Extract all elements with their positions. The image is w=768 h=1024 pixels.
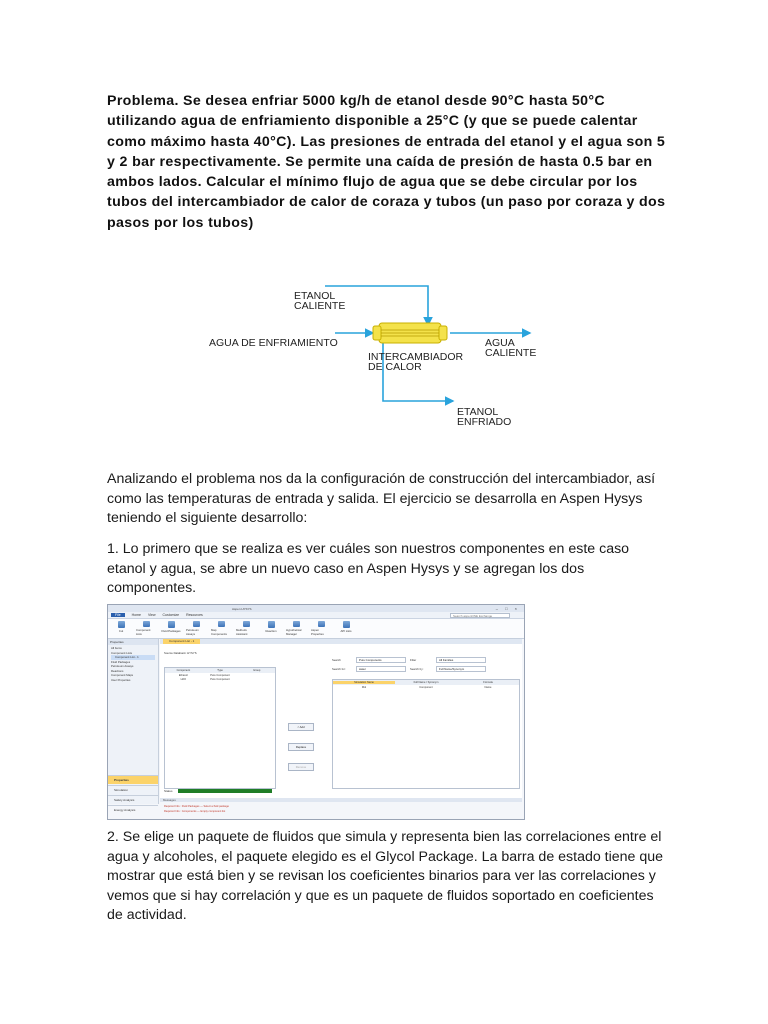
menu-resources[interactable]: Resources	[186, 613, 203, 617]
window-title: Aspen HYSYS	[232, 606, 252, 611]
window-titlebar	[108, 605, 524, 612]
grid-header: Component Type Group	[165, 668, 275, 673]
filter-select[interactable]: All Families	[436, 657, 486, 663]
menu-customize[interactable]: Customize	[162, 613, 180, 617]
search-for-input[interactable]: water	[356, 666, 406, 672]
tree-item-user-properties[interactable]: User Properties	[111, 677, 131, 682]
menu-home[interactable]: Home	[131, 613, 141, 617]
tree-item-component-list-1[interactable]: Component List - 1	[111, 655, 155, 660]
message-item: Required Info : Fluid Packages — Select a fluid package	[164, 805, 229, 808]
remove-component-button[interactable]: Remove	[288, 763, 314, 771]
nav-tree	[108, 645, 158, 683]
fluid-package-icon	[168, 621, 175, 628]
paragraph-step-2: 2. Se elige un paquete de fluidos que simula y representa bien las correlaciones entre el agua y alcoholes, el paquete elegido es el Glycol Package. La barra de estado tiene que mostrar que está bien y se revisan los coeficientes binarios para ver las correlaciones y vemos que si hay correlación y que es un paquete de fluidos soportado en coeficientes de actividad.	[107, 829, 664, 924]
status-area	[108, 789, 524, 819]
ribbon-reaction[interactable]: Reaction	[261, 621, 281, 636]
paragraph-step-1: 1. Lo primero que se realiza es ver cuáles son nuestros componentes en este caso etanol y agua, se abre un nuevo caso en Aspen Hysys y se agregan los dos componentes.	[107, 541, 630, 597]
ribbon	[108, 619, 524, 639]
paragraph-analysis: Analizando el problema nos da la configuración de construcción del intercambiador, así como las temperaturas de entrada y salida. El ejercicio se desarrolla en Aspen Hysys teniendo el siguiente desarrollo:	[107, 471, 656, 527]
ribbon-fluid-packages[interactable]: Fluid Packages	[161, 621, 181, 636]
status-bar	[178, 789, 272, 793]
tree-item-reactions[interactable]: Reactions	[111, 668, 124, 673]
exchange-search-input[interactable]: Search aspenONE Exchange	[450, 613, 510, 618]
api-icon	[343, 621, 350, 628]
heat-exchanger-diagram	[195, 270, 555, 440]
map-icon	[218, 621, 225, 627]
ribbon-hypothetical-manager[interactable]: Hypothetical Manager	[286, 621, 306, 636]
label-etanol-caliente-1: ETANOL	[294, 290, 336, 302]
search-type-select[interactable]: Pure Components	[356, 657, 406, 663]
label-agua-caliente-2: CALIENTE	[485, 347, 537, 359]
reaction-icon	[268, 621, 275, 628]
ribbon-methods-assistant[interactable]: Methods Assistant	[236, 621, 256, 636]
search-results-grid	[332, 679, 520, 789]
component-list-icon	[143, 621, 150, 627]
ribbon-aspen-properties[interactable]: Aspen Properties	[311, 621, 331, 636]
tree-item-fluid-packages[interactable]: Fluid Packages	[111, 659, 131, 664]
nav-pane-title: Properties	[108, 639, 158, 645]
nav-energy-analysis-button[interactable]: Energy Analysis	[108, 805, 158, 814]
cut-icon	[118, 621, 125, 628]
label-intercambiador-2: DE CALOR	[368, 361, 422, 373]
tree-item-petroleum-assays[interactable]: Petroleum Assays	[111, 664, 134, 668]
replace-component-button[interactable]: Replace	[288, 743, 314, 751]
navigation-pane	[108, 639, 159, 812]
menu-view[interactable]: View	[147, 613, 156, 617]
search-type-label: Search	[332, 658, 341, 662]
tab-bar	[160, 639, 522, 644]
nav-simulation-button[interactable]: Simulation	[108, 785, 158, 794]
nav-safety-analysis-button[interactable]: Safety Analysis	[108, 795, 158, 804]
message-item: Required Info : Components — Empty component list	[164, 810, 226, 813]
label-agua-caliente-1: AGUA	[485, 337, 515, 349]
label-agua-enfriamiento: AGUA DE ENFRIAMIENTO	[209, 337, 338, 349]
methods-icon	[243, 621, 250, 627]
messages-header: Messages	[160, 798, 522, 802]
table-row[interactable]: Ethanol Pure Component	[178, 673, 230, 677]
heat-exchanger-symbol	[373, 323, 447, 343]
component-list-view	[160, 639, 522, 801]
label-etanol-enfriado-1: ETANOL	[457, 406, 499, 418]
label-intercambiador-1: INTERCAMBIADOR	[368, 351, 464, 363]
search-by-label: Search by:	[410, 667, 424, 671]
search-by-select[interactable]: Full Name/Synonym	[436, 666, 486, 672]
search-for-label: Search for:	[332, 667, 346, 671]
selected-components-grid	[164, 667, 276, 789]
assay-icon	[193, 621, 200, 627]
hypo-icon	[293, 621, 300, 627]
tab-component-list-1[interactable]: Component List - 1	[163, 639, 200, 644]
label-etanol-enfriado-2: ENFRIADO	[457, 416, 512, 428]
status-label: Status	[164, 789, 173, 793]
ribbon-component-lists[interactable]: Component Lists	[136, 621, 156, 636]
nav-properties-button[interactable]: Properties	[108, 775, 158, 784]
menu-file[interactable]: File	[111, 613, 125, 617]
tree-item-component-lists[interactable]: Component Lists	[111, 650, 132, 655]
properties-icon	[318, 621, 325, 627]
results-subheader: Mol Component Name	[361, 685, 492, 689]
problem-statement: Problema. Se desea enfriar 5000 kg/h de etanol desde 90°C hasta 50°C utilizando agua de enfriamiento disponible a 25°C (y que se puede calentar como máximo hasta 40°C). Las presiones de entrada del etanol y el agua son 5 y 2 bar respectivamente. Se permite una caída de presión de hasta 0.5 bar en ambos lados. Calcular el mínimo flujo de agua que se debe circular por los tubos del intercambiador de calor de coraza y tubos (un paso por coraza y dos pasos por los tubos)	[107, 93, 666, 231]
ribbon-map-components[interactable]: Map Components	[211, 621, 231, 636]
tree-item-all[interactable]: All Items	[111, 646, 122, 650]
source-databank-label: Source Databank: HYSYS	[164, 651, 197, 655]
window-controls[interactable]: – □ ×	[495, 606, 520, 611]
aspen-hysys-screenshot	[107, 604, 525, 820]
filter-label: Filter	[410, 658, 417, 662]
tree-item-component-maps[interactable]: Component Maps	[111, 673, 134, 677]
ribbon-cut[interactable]: Cut	[111, 621, 131, 636]
label-etanol-caliente-2: CALIENTE	[294, 300, 346, 312]
add-component-button[interactable]: < Add	[288, 723, 314, 731]
ribbon-petroleum-assays[interactable]: Petroleum Assays	[186, 621, 206, 636]
table-row[interactable]: H2O Pure Component	[180, 678, 230, 682]
ribbon-api-lists[interactable]: API Lists	[336, 621, 356, 636]
results-header: Simulation Name Full Name / Synonym Formula	[333, 680, 519, 685]
